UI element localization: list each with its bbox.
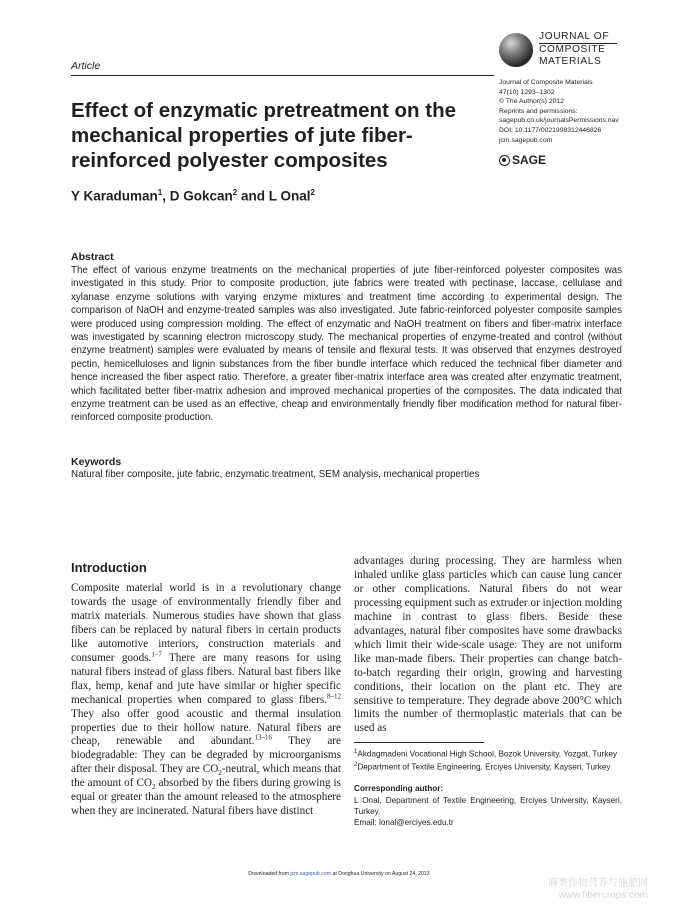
meta-reprints: Reprints and permissions: [499, 107, 578, 115]
corresponding-author-body [354, 795, 622, 828]
journal-logo-line: COMPOSITE [539, 43, 606, 55]
journal-logo-line: JOURNAL OF [539, 31, 610, 42]
paragraph-text: absorbed by the fibers during growing is equal or greater than the amount released to the atmosphere when they are incinerated. Natural fibers have distinct [71, 777, 342, 818]
sage-circle-icon [499, 155, 510, 166]
meta-doi[interactable]: DOI: 10.1177/0021998312446826 [499, 126, 602, 134]
author-affiliation-mark: 2 [310, 188, 315, 197]
author-separator: , [162, 188, 170, 204]
citation-ref: 1–7 [151, 650, 162, 659]
journal-logo-text [539, 31, 609, 69]
affiliation-item [354, 747, 617, 760]
journal-meta [499, 78, 619, 145]
paragraph-text: There are many reasons for using natural fibers instead of glass fibers. Natural bast fibers like flax, hemp, kenaf and jute have similar or higher specific mechanical properties when compared to glass fibers. [71, 651, 341, 706]
abstract-heading: Abstract [71, 251, 114, 263]
paragraph-text: They also offer good acoustic and thermal insulation properties due to their hollow nature. Natural fibers are cheap, renewable and abundant. [71, 707, 341, 748]
corresponding-author-email[interactable]: Email: lonal@erciyes.edu.tr [354, 818, 454, 827]
corresponding-author-address: L Onal, Department of Textile Engineering, Erciyes University, Kayseri, Turkey. [354, 796, 622, 816]
subscript: 2 [218, 769, 222, 778]
author-affiliation-mark: 2 [232, 188, 238, 197]
author-name: L Onal [268, 188, 311, 204]
affiliation-text: Department of Textile Engineering, Erciyes University, Kayseri, Turkey [357, 762, 611, 772]
watermark-line: www.fibercrops.com [558, 890, 648, 901]
paper-title: Effect of enzymatic pretreatment on the mechanical properties of jute fiber-reinforced polyester composites [71, 99, 457, 172]
publisher-logo [499, 153, 546, 167]
affiliation-text: Akdagmadeni Vocational High School, Bozok University, Yozgat, Turkey [357, 749, 618, 759]
journal-logo-line: MATERIALS [539, 56, 602, 67]
publisher-name: SAGE [512, 153, 547, 167]
affiliation-list [354, 747, 617, 772]
abstract-body: The effect of various enzyme treatments on the mechanical properties of jute fiber-reinforced polyester composites was investigated in this study. Prior to composite production, jute fabrics were treated with pectinase, laccase, cellulase and xylanase enzyme solutions with varying enzyme mixtures and treatment time according to experimental design. The comparison of NaOH and enzyme-treated samples was also investigated. Jute fabric-reinforced polyester composite samples were produced using compression molding. The effect of enzymatic and NaOH treatment on fibers and fiber-matrix interface was investigated by scanning electron microscopy study. The mechanical properties of enzyme-treated and control (without enzyme treatment) samples were evaluated by means of tensile and flexural tests. It was observed that enzymes destroyed pectin, hemicelluloses and lignin substances from the fiber bundle interface which reduced the technical fiber diameter and hence increased the fiber aspect ratio. Therefore, a greater fiber-matrix interface area was created after enzymatic treatment, which facilitated better fiber-matrix adhesion and improved mechanical properties of the composites. The data indicated that enzyme treatment can be used as an effective, cheap and environmentally friendly fiber modification method for natural fiber-reinforced composite production. [71, 265, 622, 424]
keywords-body: Natural fiber composite, jute fabric, enzymatic treatment, SEM analysis, mechanical properties [71, 469, 480, 480]
introduction-heading: Introduction [71, 560, 147, 575]
author-separator: and [237, 188, 269, 204]
watermark-line: 麻类作物营养与施肥网 [548, 878, 648, 889]
author-name: Y Karaduman [71, 188, 158, 204]
site-watermark [548, 878, 648, 902]
download-note [0, 871, 678, 877]
affiliation-item [354, 760, 617, 773]
introduction-right-column: advantages during processing. They are harmless when inhaled unlike glass particles which can cause lung cancer or other complications. Natural fibers do not wear processing equipment such as extruder or injection molding machine in contrast to glass fibers. Beside these advantages, natural fiber composites have some drawbacks which limit their wide-scale usage: They are not uniform like man-made fibers. Their properties can change batch-to-batch regarding their origin, growing and harvesting conditions, their location on the plant etc. They are sensitive to temperature. They degrade above 200°C which limits the number of thermoplastic materials that can be used as [354, 555, 622, 735]
download-note-suffix: at Donghua University on August 24, 2013 [331, 871, 430, 877]
download-note-prefix: Downloaded from [248, 871, 291, 877]
header-divider [71, 75, 494, 76]
meta-journal-site-link[interactable]: jcm.sagepub.com [499, 136, 553, 144]
article-type-label: Article [71, 60, 101, 72]
introduction-left-column [71, 582, 341, 819]
keywords-heading: Keywords [71, 456, 122, 468]
affiliation-mark: 1 [354, 749, 358, 755]
citation-ref: 8–12 [327, 691, 341, 700]
meta-journal-name: Journal of Composite Materials [499, 79, 593, 86]
author-name: D Gokcan [169, 188, 233, 204]
journal-logo-rule [539, 43, 617, 44]
affiliation-mark: 2 [354, 761, 358, 768]
download-note-link[interactable]: jcm.sagepub.com [290, 871, 332, 877]
citation-ref: 13–16 [254, 733, 273, 742]
footnote-divider [354, 742, 484, 743]
corresponding-author-heading: Corresponding author: [354, 784, 444, 793]
paragraph-text: -neutral, which means that the amount of CO [71, 763, 341, 790]
journal-sphere-icon [499, 33, 533, 67]
author-list [71, 188, 315, 204]
author-affiliation-mark: 1 [157, 188, 163, 197]
paragraph-text: They are biodegradable: They can be degraded by microorganisms after their disposal. They are CO [71, 735, 341, 776]
journal-logo [499, 30, 624, 74]
subscript: 2 [152, 783, 156, 792]
paragraph-text: Composite material world is in a revolutionary change towards the usage of environmentally friendly fiber and matrix materials. Numerous studies have shown that glass fibers can be replaced by natural fibers in certain products like automotive interiors, construction materials and consumer goods. [71, 582, 341, 664]
meta-permissions-link[interactable]: sagepub.co.uk/journalsPermissions.nav [499, 117, 619, 125]
meta-copyright: © The Author(s) 2012 [499, 98, 564, 106]
meta-volume: 47(10) 1293–1302 [499, 88, 555, 96]
